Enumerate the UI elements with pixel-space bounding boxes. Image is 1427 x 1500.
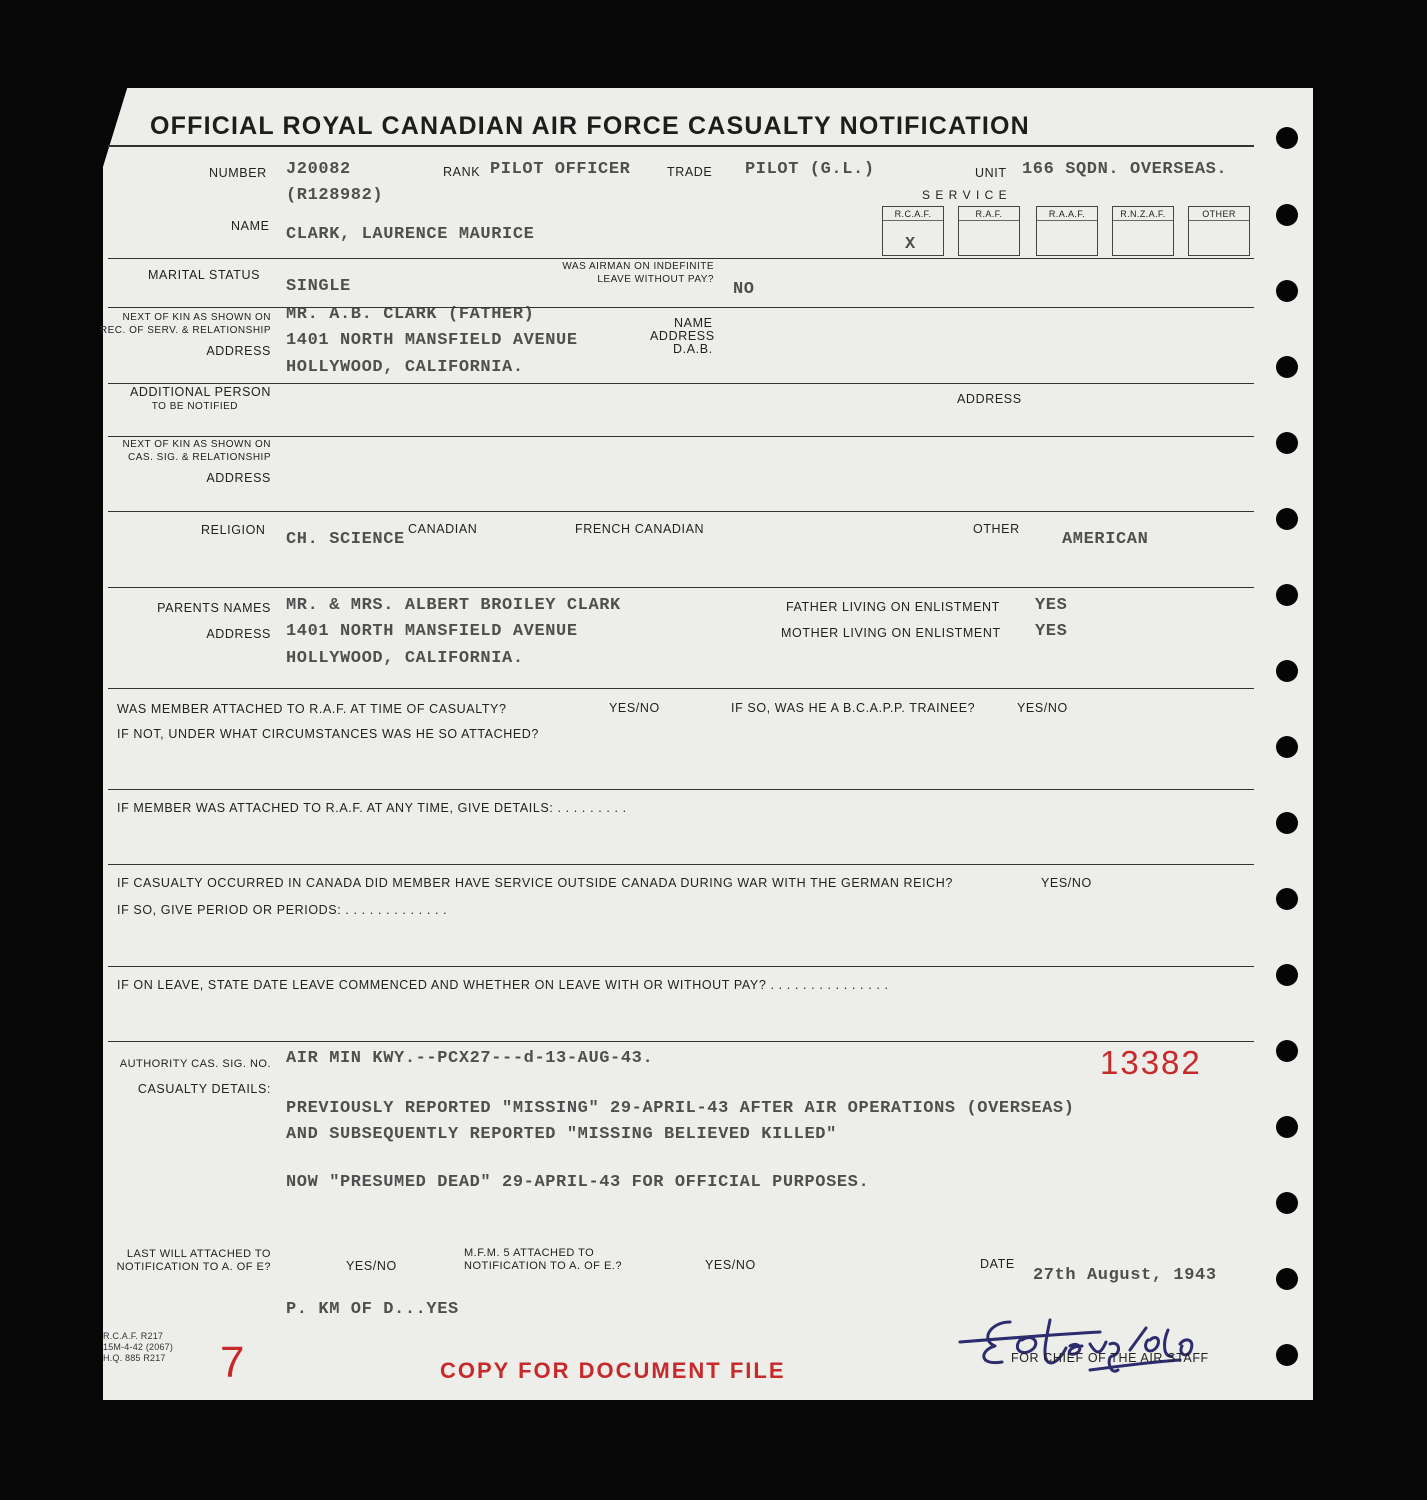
punch-hole-icon bbox=[1276, 508, 1298, 530]
other-nationality-value: AMERICAN bbox=[1062, 530, 1149, 549]
last-will-label-2: NOTIFICATION TO A. OF E? bbox=[116, 1261, 271, 1273]
form-code-line: R.C.A.F. R217 bbox=[103, 1331, 164, 1341]
service-box-other bbox=[1188, 206, 1250, 256]
religion-label: RELIGION bbox=[201, 523, 266, 537]
indefinite-leave-label-1: WAS AIRMAN ON INDEFINITE bbox=[562, 261, 714, 272]
punch-hole-icon bbox=[1276, 964, 1298, 986]
divider bbox=[108, 789, 1254, 790]
parents-address-line-2: HOLLYWOOD, CALIFORNIA. bbox=[286, 649, 524, 668]
date-value: 27th August, 1943 bbox=[1033, 1266, 1217, 1285]
punch-hole-icon bbox=[1276, 1192, 1298, 1214]
service-heading: S E R V I C E bbox=[922, 188, 1008, 202]
dab-address-label: ADDRESS bbox=[650, 329, 715, 343]
parents-address-label: ADDRESS bbox=[206, 627, 271, 641]
divider bbox=[108, 587, 1254, 588]
divider bbox=[108, 1041, 1254, 1042]
parents-address-line-1: 1401 NORTH MANSFIELD AVENUE bbox=[286, 622, 578, 641]
father-living-label: FATHER LIVING ON ENLISTMENT bbox=[786, 600, 1000, 614]
nok-address-line-2: HOLLYWOOD, CALIFORNIA. bbox=[286, 358, 524, 377]
outside-canada-label: IF CASUALTY OCCURRED IN CANADA DID MEMBER HAVE SERVICE OUTSIDE CANADA DURING WAR WITH THE GERMAN REICH? bbox=[117, 876, 953, 890]
casualty-details-line-2: AND SUBSEQUENTLY REPORTED "MISSING BELIEVED KILLED" bbox=[286, 1125, 837, 1144]
bcapp-yes-no: YES/NO bbox=[1017, 701, 1068, 715]
french-canadian-label: FRENCH CANADIAN bbox=[575, 522, 705, 536]
title-divider bbox=[108, 145, 1254, 147]
parents-names-label: PARENTS NAMES bbox=[157, 601, 271, 615]
form-code bbox=[103, 1331, 173, 1364]
punch-hole-icon bbox=[1276, 356, 1298, 378]
bcapp-label: IF SO, WAS HE A B.C.A.P.P. TRAINEE? bbox=[731, 701, 976, 715]
nok-cas-address-label: ADDRESS bbox=[206, 471, 271, 485]
punch-hole-icon bbox=[1276, 1116, 1298, 1138]
mother-living-label: MOTHER LIVING ON ENLISTMENT bbox=[781, 626, 1001, 640]
punch-hole-icon bbox=[1276, 584, 1298, 606]
mfm-label-2: NOTIFICATION TO A. OF E.? bbox=[464, 1260, 622, 1272]
nok-cas-label-1: NEXT OF KIN AS SHOWN ON bbox=[122, 439, 271, 450]
indefinite-leave-value: NO bbox=[733, 280, 755, 299]
casualty-details-line-1: PREVIOUSLY REPORTED "MISSING" 29-APRIL-43 AFTER AIR OPERATIONS (OVERSEAS) bbox=[286, 1099, 1075, 1118]
marital-status-label: MARITAL STATUS bbox=[148, 268, 261, 282]
service-number-alt: (R128982) bbox=[286, 186, 384, 205]
for-chief-label: FOR CHIEF OF THE AIR STAFF bbox=[1011, 1351, 1209, 1365]
nok-address-line-1: 1401 NORTH MANSFIELD AVENUE bbox=[286, 331, 578, 350]
last-will-label-1: LAST WILL ATTACHED TO bbox=[126, 1248, 271, 1260]
raf-attached-yes-no: YES/NO bbox=[609, 701, 660, 715]
nok-name-value: MR. A.B. CLARK (FATHER) bbox=[286, 305, 535, 324]
service-box-label: R.N.Z.A.F. bbox=[1120, 209, 1166, 219]
service-box-label: OTHER bbox=[1202, 209, 1236, 219]
marital-status-value: SINGLE bbox=[286, 277, 351, 296]
outside-canada-yes-no: YES/NO bbox=[1041, 876, 1092, 890]
raf-attached-label: WAS MEMBER ATTACHED TO R.A.F. AT TIME OF CASUALTY? bbox=[117, 702, 507, 716]
dab-name-label: NAME bbox=[674, 316, 713, 330]
date-label: DATE bbox=[980, 1257, 1015, 1271]
casualty-details-label: CASUALTY DETAILS: bbox=[137, 1082, 271, 1096]
punch-hole-icon bbox=[1276, 660, 1298, 682]
mfm-label-1: M.F.M. 5 ATTACHED TO bbox=[464, 1247, 595, 1259]
on-leave-label: IF ON LEAVE, STATE DATE LEAVE COMMENCED AND WHETHER ON LEAVE WITH OR WITHOUT PAY? . . . . . . . . . . . . . . . bbox=[117, 978, 889, 992]
trade-value: PILOT (G.L.) bbox=[745, 160, 875, 179]
divider bbox=[108, 383, 1254, 384]
name-label: NAME bbox=[231, 219, 270, 233]
other-label: OTHER bbox=[973, 522, 1020, 536]
father-living-value: YES bbox=[1035, 596, 1068, 615]
divider bbox=[108, 688, 1254, 689]
indefinite-leave-label-2: LEAVE WITHOUT PAY? bbox=[597, 274, 714, 285]
service-number: J20082 bbox=[286, 160, 351, 179]
dab-label: D.A.B. bbox=[673, 342, 713, 356]
punch-hole-icon bbox=[1276, 127, 1298, 149]
authority-value: AIR MIN KWY.--PCX27---d-13-AUG-43. bbox=[286, 1049, 654, 1068]
punch-hole-icon bbox=[1276, 432, 1298, 454]
divider bbox=[108, 258, 1254, 259]
service-box-raf bbox=[958, 206, 1020, 256]
service-box-rcaf bbox=[882, 206, 944, 256]
punch-hole-icon bbox=[1276, 280, 1298, 302]
copy-for-document-file: COPY FOR DOCUMENT FILE bbox=[440, 1358, 786, 1383]
service-box-label: R.A.F. bbox=[975, 209, 1003, 219]
divider bbox=[108, 966, 1254, 967]
punch-hole-icon bbox=[1276, 888, 1298, 910]
raf-any-time-label: IF MEMBER WAS ATTACHED TO R.A.F. AT ANY TIME, GIVE DETAILS: . . . . . . . . . bbox=[117, 801, 627, 815]
trade-label: TRADE bbox=[667, 165, 713, 179]
punch-hole-icon bbox=[1276, 1040, 1298, 1062]
divider bbox=[108, 436, 1254, 437]
rank-value: PILOT OFFICER bbox=[490, 160, 631, 179]
punch-hole-icon bbox=[1276, 204, 1298, 226]
divider bbox=[108, 307, 1254, 308]
name-value: CLARK, LAURENCE MAURICE bbox=[286, 225, 535, 244]
punch-hole-icon bbox=[1276, 736, 1298, 758]
service-box-raaf bbox=[1036, 206, 1098, 256]
casualty-details-line-3: NOW "PRESUMED DEAD" 29-APRIL-43 FOR OFFICIAL PURPOSES. bbox=[286, 1173, 870, 1192]
nok-record-label-1: NEXT OF KIN AS SHOWN ON bbox=[122, 312, 271, 323]
parents-names-value: MR. & MRS. ALBERT BROILEY CLARK bbox=[286, 596, 621, 615]
religion-value: CH. SCIENCE bbox=[286, 530, 405, 549]
punch-hole-icon bbox=[1276, 1344, 1298, 1366]
copy-number-stamp: 7 bbox=[220, 1338, 245, 1387]
divider bbox=[108, 511, 1254, 512]
mfm-yes-no: YES/NO bbox=[705, 1258, 756, 1272]
punch-hole-icon bbox=[1276, 1268, 1298, 1290]
serial-number-stamp: 13382 bbox=[1100, 1044, 1202, 1081]
p-km-of-d-value: P. KM OF D...YES bbox=[286, 1300, 459, 1319]
service-box-label: R.A.A.F. bbox=[1048, 209, 1086, 219]
signature-image bbox=[950, 1300, 1250, 1380]
form-code-line: H.Q. 885 R217 bbox=[103, 1353, 166, 1363]
additional-person-label: ADDITIONAL PERSON bbox=[129, 385, 271, 399]
rank-label: RANK bbox=[443, 165, 481, 179]
rcaf-mark: X bbox=[905, 235, 916, 254]
nok-record-label-2: REC. OF SERV. & RELATIONSHIP bbox=[99, 325, 271, 336]
if-not-label: IF NOT, UNDER WHAT CIRCUMSTANCES WAS HE SO ATTACHED? bbox=[117, 727, 539, 741]
service-box-rnzaf bbox=[1112, 206, 1174, 256]
periods-label: IF SO, GIVE PERIOD OR PERIODS: . . . . . . . . . . . . . bbox=[117, 903, 448, 917]
additional-address-label: ADDRESS bbox=[957, 392, 1022, 406]
service-box-label: R.C.A.F. bbox=[894, 209, 932, 219]
form-title: OFFICIAL ROYAL CANADIAN AIR FORCE CASUALTY NOTIFICATION bbox=[150, 112, 1030, 140]
canadian-label: CANADIAN bbox=[408, 522, 478, 536]
unit-label: UNIT bbox=[975, 166, 1007, 180]
form-code-line: 15M-4-42 (2067) bbox=[103, 1342, 174, 1352]
additional-person-sublabel: TO BE NOTIFIED bbox=[151, 401, 238, 412]
nok-address-label: ADDRESS bbox=[206, 344, 271, 358]
divider bbox=[108, 864, 1254, 865]
unit-value: 166 SQDN. OVERSEAS. bbox=[1022, 160, 1228, 179]
nok-cas-label-2: CAS. SIG. & RELATIONSHIP bbox=[128, 452, 271, 463]
authority-label: AUTHORITY CAS. SIG. NO. bbox=[119, 1058, 271, 1070]
last-will-yes-no: YES/NO bbox=[346, 1259, 397, 1273]
mother-living-value: YES bbox=[1035, 622, 1068, 641]
punch-hole-icon bbox=[1276, 812, 1298, 834]
number-label: NUMBER bbox=[209, 166, 267, 180]
